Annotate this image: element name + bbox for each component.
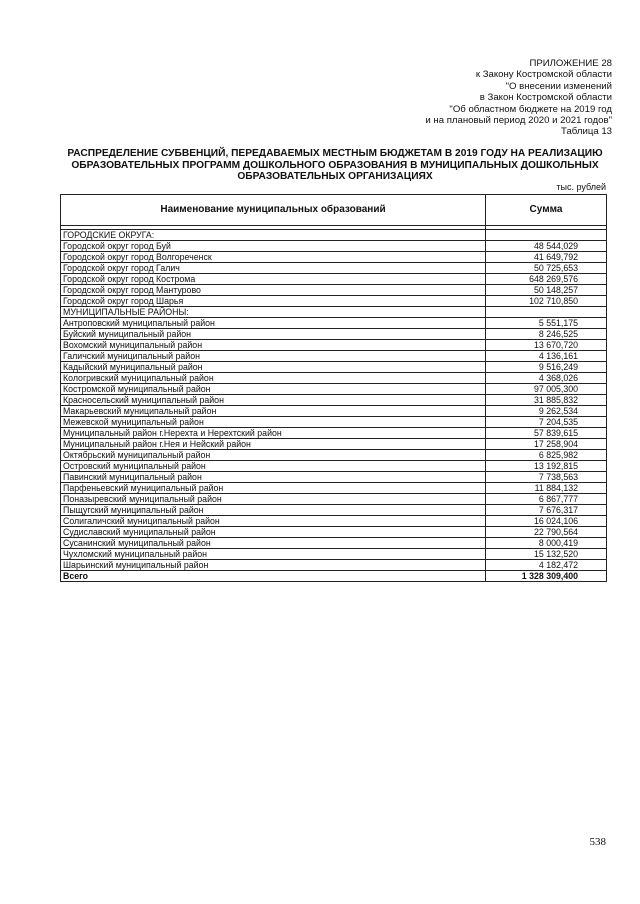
section-row xyxy=(61,230,607,241)
table-row xyxy=(61,285,607,296)
municipality-name: ГОРОДСКИЕ ОКРУГА: xyxy=(61,230,486,241)
municipality-name: Судиславский муниципальный район xyxy=(61,527,486,538)
table-row xyxy=(61,241,607,252)
amount-cell: 50 725,653 xyxy=(486,263,607,274)
appendix-header xyxy=(425,58,612,138)
municipality-name: Кадыйский муниципальный район xyxy=(61,362,486,373)
amount-cell: 41 649,792 xyxy=(486,252,607,263)
table-row xyxy=(61,384,607,395)
table-header-row xyxy=(61,195,607,226)
appendix-line: ПРИЛОЖЕНИЕ 28 xyxy=(529,58,612,69)
municipality-name: Муниципальный район г.Нея и Нейский район xyxy=(61,439,486,450)
title-line: ОБРАЗОВАТЕЛЬНЫХ ПРОГРАММ ДОШКОЛЬНОГО ОБРАЗОВАНИЯ В МУНИЦИПАЛЬНЫХ ДОШКОЛЬНЫХ xyxy=(71,159,599,171)
appendix-line: "Об областном бюджете на 2019 год xyxy=(449,103,612,115)
municipality-name: Городской округ город Кострома xyxy=(61,274,486,285)
appendix-line: в Закон Костромской области xyxy=(479,92,612,104)
municipality-name: Галичский муниципальный район xyxy=(61,351,486,362)
table-row xyxy=(61,362,607,373)
table-number: Таблица 13 xyxy=(561,126,612,138)
table-row xyxy=(61,329,607,340)
amount-cell: 8 000,419 xyxy=(486,538,607,549)
table-row xyxy=(61,505,607,516)
municipality-name: Солигаличский муниципальный район xyxy=(61,516,486,527)
municipality-name: Чухломский муниципальный район xyxy=(61,549,486,560)
municipality-name: Парфеньевский муниципальный район xyxy=(61,483,486,494)
amount-cell: 9 516,249 xyxy=(486,362,607,373)
amount-cell: 50 148,257 xyxy=(486,285,607,296)
municipality-name: Кологривский муниципальный район xyxy=(61,373,486,384)
amount-cell: 6 867,777 xyxy=(486,494,607,505)
amount-cell xyxy=(486,230,607,241)
municipality-name: Вохомский муниципальный район xyxy=(61,340,486,351)
amount-cell: 648 269,576 xyxy=(486,274,607,285)
table-row xyxy=(61,472,607,483)
municipality-name: Макарьевский муниципальный район xyxy=(61,406,486,417)
table-row xyxy=(61,428,607,439)
amount-cell: 11 884,132 xyxy=(486,483,607,494)
table-row xyxy=(61,296,607,307)
appendix-line: к Закону Костромской области xyxy=(475,69,612,81)
amount-cell xyxy=(486,307,607,318)
column-header-amount: Сумма xyxy=(486,195,607,226)
table-row xyxy=(61,483,607,494)
amount-cell: 102 710,850 xyxy=(486,296,607,307)
amount-cell: 7 204,535 xyxy=(486,417,607,428)
amount-cell: 8 246,525 xyxy=(486,329,607,340)
table-row xyxy=(61,340,607,351)
municipality-name: Красносельский муниципальный район xyxy=(61,395,486,406)
amount-cell: 5 551,175 xyxy=(486,318,607,329)
table-row xyxy=(61,516,607,527)
municipality-name: Городской округ город Галич xyxy=(61,263,486,274)
total-row xyxy=(61,571,607,582)
table-row xyxy=(61,450,607,461)
amount-cell: 9 262,534 xyxy=(486,406,607,417)
table-row xyxy=(61,274,607,285)
table-row xyxy=(61,406,607,417)
municipality-name: Антроповский муниципальный район xyxy=(61,318,486,329)
municipality-name: Октябрьский муниципальный район xyxy=(61,450,486,461)
units-label: тыс. рублей xyxy=(556,182,606,192)
page-number: 538 xyxy=(589,836,606,848)
municipality-name: Городской округ город Волгореченск xyxy=(61,252,486,263)
section-row xyxy=(61,307,607,318)
subsidy-table xyxy=(60,194,607,582)
table-row xyxy=(61,439,607,450)
title-line: ОБРАЗОВАТЕЛЬНЫХ ОРГАНИЗАЦИЯХ xyxy=(237,171,433,183)
table-row xyxy=(61,527,607,538)
amount-cell: 4 136,161 xyxy=(486,351,607,362)
table-row xyxy=(61,263,607,274)
municipality-name: Островский муниципальный район xyxy=(61,461,486,472)
municipality-name: Павинский муниципальный район xyxy=(61,472,486,483)
table-row xyxy=(61,538,607,549)
municipality-name: Городской округ город Шарья xyxy=(61,296,486,307)
amount-cell: 13 670,720 xyxy=(486,340,607,351)
table-body xyxy=(61,226,607,582)
amount-cell: 16 024,106 xyxy=(486,516,607,527)
municipality-name: Поназыревский муниципальный район xyxy=(61,494,486,505)
municipality-name: Костромской муниципальный район xyxy=(61,384,486,395)
amount-cell: 6 825,982 xyxy=(486,450,607,461)
amount-cell: 7 676,317 xyxy=(486,505,607,516)
appendix-line: и на плановый период 2020 и 2021 годов" xyxy=(425,115,612,127)
column-header-name: Наименование муниципальных образований xyxy=(61,195,486,226)
amount-cell: 1 328 309,400 xyxy=(486,571,607,582)
amount-cell: 4 182,472 xyxy=(486,560,607,571)
municipality-name: Буйский муниципальный район xyxy=(61,329,486,340)
amount-cell: 22 790,564 xyxy=(486,527,607,538)
municipality-name: Пыщугский муниципальный район xyxy=(61,505,486,516)
table-row xyxy=(61,373,607,384)
municipality-name: Муниципальный район г.Нерехта и Нерехтский район xyxy=(61,428,486,439)
table-row xyxy=(61,351,607,362)
municipality-name: Городской округ город Мантурово xyxy=(61,285,486,296)
municipality-name: Сусанинский муниципальный район xyxy=(61,538,486,549)
amount-cell: 13 192,815 xyxy=(486,461,607,472)
amount-cell: 15 132,520 xyxy=(486,549,607,560)
appendix-line: "О внесении изменений xyxy=(505,80,612,92)
table-row xyxy=(61,417,607,428)
table-row xyxy=(61,560,607,571)
title-line: РАСПРЕДЕЛЕНИЕ СУБВЕНЦИЙ, ПЕРЕДАВАЕМЫХ МЕСТНЫМ БЮДЖЕТАМ В 2019 ГОДУ НА РЕАЛИЗАЦИЮ xyxy=(67,148,603,159)
municipality-name: МУНИЦИПАЛЬНЫЕ РАЙОНЫ: xyxy=(61,307,486,318)
table-row xyxy=(61,252,607,263)
table-row xyxy=(61,395,607,406)
amount-cell: 4 368,026 xyxy=(486,373,607,384)
municipality-name: Всего xyxy=(61,571,486,582)
amount-cell: 31 885,832 xyxy=(486,395,607,406)
table-row xyxy=(61,494,607,505)
amount-cell: 48 544,029 xyxy=(486,241,607,252)
amount-cell: 7 738,563 xyxy=(486,472,607,483)
table-row xyxy=(61,549,607,560)
table-row xyxy=(61,461,607,472)
municipality-name: Шарьинский муниципальный район xyxy=(61,560,486,571)
municipality-name: Межевской муниципальный район xyxy=(61,417,486,428)
amount-cell: 97 005,300 xyxy=(486,384,607,395)
municipality-name: Городской округ город Буй xyxy=(61,241,486,252)
table-row xyxy=(61,318,607,329)
document-title xyxy=(60,148,610,183)
amount-cell: 17 258,904 xyxy=(486,439,607,450)
amount-cell: 57 839,615 xyxy=(486,428,607,439)
